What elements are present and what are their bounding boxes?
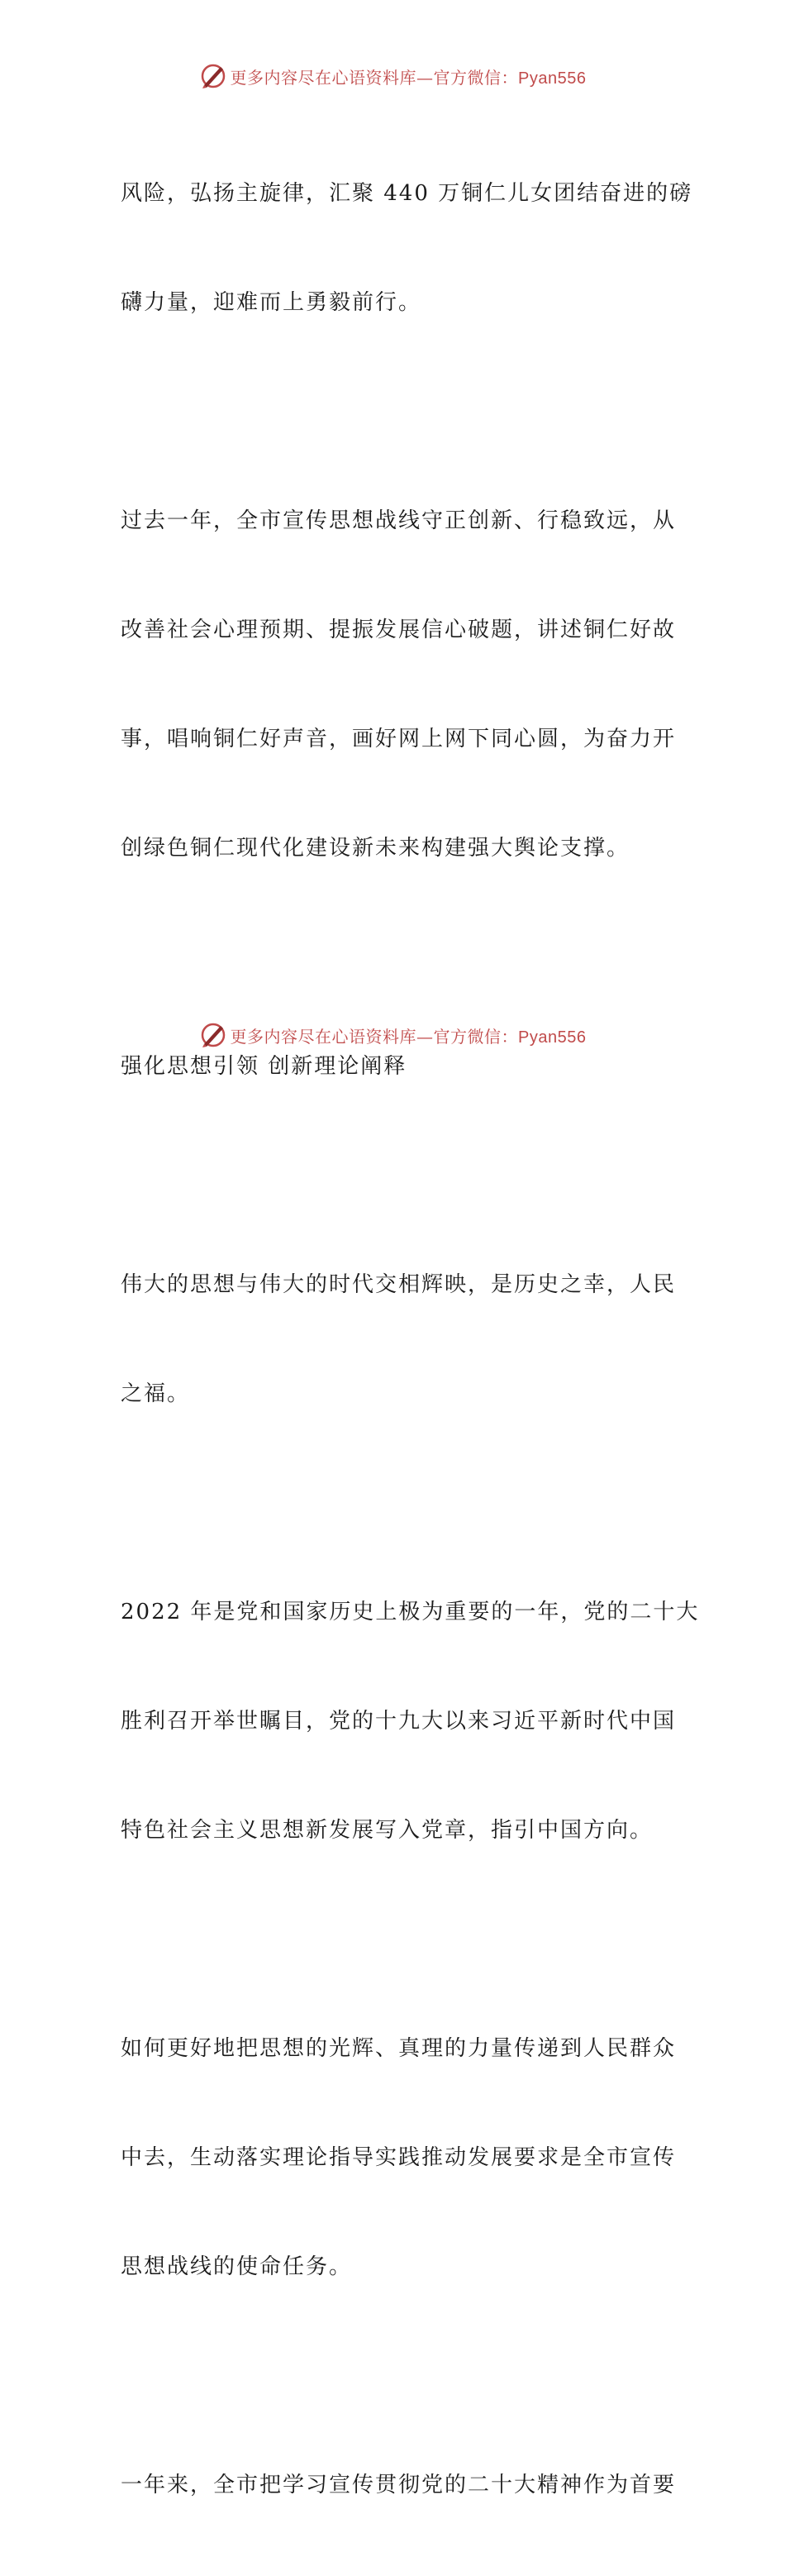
footer-banner-wx-id: Pyan556 [518,1028,587,1047]
section-heading [121,976,676,1157]
text-line: 一年来，全市把学习宣传贯彻党的二十大精神作为首要 [121,2473,677,2497]
footer-banner-wx-label: 官方微信： [433,1026,519,1047]
header-banner-main: 更多内容尽在心语资料库 [230,67,417,88]
footer-banner-main: 更多内容尽在心语资料库 [230,1026,417,1047]
text-line: 事，唱响铜仁好声音，画好网上网下同心圆，为奋力开 [121,727,677,751]
text-line: 中去，生动落实理论指导实践推动发展要求是全市宣传 [121,2145,677,2170]
text-line: 如何更好地把思想的光辉、真理的力量传递到人民群众 [121,2036,677,2061]
paragraph-2 [121,430,676,939]
footer-banner-dash: — [416,1026,434,1047]
text-line: 思想战线的使命任务。 [121,2254,353,2279]
text-line: 胜利召开举世瞩目，党的十九大以来习近平新时代中国 [121,1709,677,1734]
heading-text: 强化思想引领 创新理论阐释 [121,1054,407,1079]
header-banner-wx-id: Pyan556 [518,69,587,88]
paragraph-1 [121,103,693,394]
header-banner-text [231,64,587,88]
footer-banner-text [231,1023,587,1047]
text-line: 改善社会心理预期、提振发展信心破题，讲述铜仁好故 [121,618,677,642]
header-banner [0,60,785,93]
text-line: 之福。 [121,1381,191,1406]
header-banner-dash: — [416,67,434,88]
footer-banner [0,1018,785,1052]
text-line: 礴力量，迎难而上勇毅前行。 [121,290,422,315]
text-line: 创绿色铜仁现代化建设新未来构建强大舆论支撑。 [121,836,630,861]
paragraph-5 [121,1958,676,2358]
text-line: 2022 年是党和国家历史上极为重要的一年，党的二十大 [121,1600,700,1624]
paragraph-6 [121,2394,676,2576]
paragraph-4 [121,1521,700,1921]
text-line: 过去一年，全市宣传思想战线守正创新、行稳致远，从 [121,508,677,533]
text-line: 特色社会主义思想新发展写入党章，指引中国方向。 [121,1818,654,1843]
paragraph-3 [121,1194,676,1485]
header-banner-wx-label: 官方微信： [433,67,519,88]
document-body [121,103,700,2576]
pen-logo-icon [199,62,227,90]
pen-logo-icon [199,1021,227,1049]
text-line: 风险，弘扬主旋律，汇聚 440 万铜仁儿女团结奋进的磅 [121,181,693,206]
text-line: 伟大的思想与伟大的时代交相辉映，是历史之幸，人民 [121,1272,677,1297]
